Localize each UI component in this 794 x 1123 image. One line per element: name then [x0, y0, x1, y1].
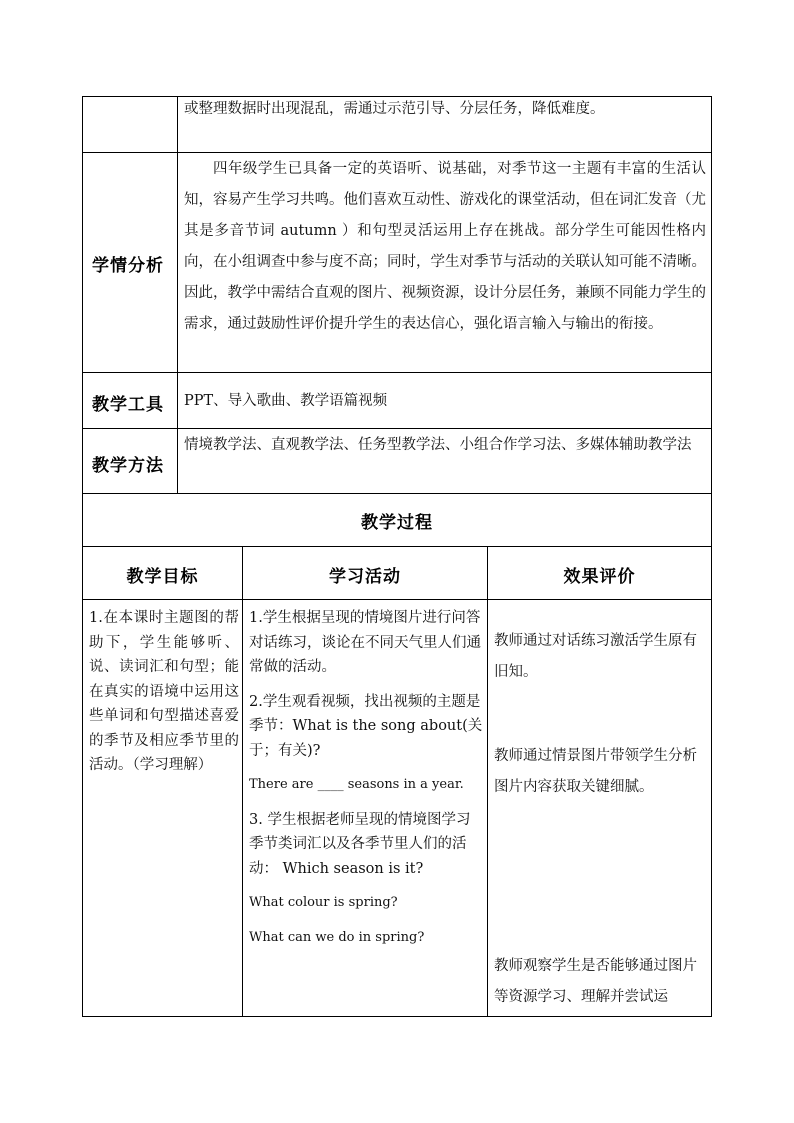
table-border — [177, 96, 178, 493]
header-activity: 学习活动 — [329, 567, 401, 587]
tools-text: PPT、导入歌曲、教学语篇视频 — [184, 393, 388, 409]
process-title: 教学过程 — [361, 513, 433, 533]
evaluation-2: 教师通过情景图片带领学生分析图片内容获取关键细腻。 — [494, 748, 697, 795]
activity-1: 1.学生根据呈现的情境图片进行问答对话练习，谈论在不同天气里人们通常做的活动。 — [249, 610, 481, 675]
activity-2-blank: There are ____ seasons in a year. — [249, 777, 464, 792]
learning-analysis-text — [184, 154, 706, 340]
learning-analysis-paragraph: 四年级学生已具备一定的英语听、说基础，对季节这一主题有丰富的生活认知，容易产生学习共鸣。他们喜欢互动性、游戏化的课堂活动，但在词汇发音（尤其是多音节词 autumn ）和句型灵活运用上存在挑战。部分学生可能因性格内向，在小组调查中参与度不高；同时，学生对季节与活动的关联认知可能不清晰。因此，教学中需结合直观的图片、视频资源，设计分层任务，兼顾不同能力学生的需求，通过鼓励性评价提升学生的表达信心，强化语言输入与输出的衔接。 — [184, 161, 706, 332]
table-border — [82, 599, 712, 600]
tools-label: 教学工具 — [92, 395, 164, 415]
evaluation-1: 教师通过对话练习激活学生原有旧知。 — [494, 633, 697, 680]
table-border — [82, 1016, 712, 1017]
table-border — [711, 96, 712, 1017]
table-border — [487, 546, 488, 1017]
activity-3-question-2: What can we do in spring? — [249, 929, 425, 945]
activity-column — [249, 606, 483, 950]
evaluation-3: 教师观察学生是否能够通过图片等资源学习、理解并尝试运 — [494, 958, 697, 1005]
methods-label: 教学方法 — [92, 456, 164, 476]
top-row-text: 或整理数据时出现混乱，需通过示范引导、分层任务，降低难度。 — [184, 101, 605, 117]
table-border — [82, 546, 712, 547]
header-evaluation: 效果评价 — [563, 567, 636, 587]
header-goal: 教学目标 — [126, 567, 199, 587]
activity-3-question-1: What colour is spring? — [249, 895, 398, 910]
table-border — [82, 96, 83, 1017]
learning-analysis-label: 学情分析 — [92, 256, 164, 276]
table-border — [82, 493, 712, 494]
activity-2: 2.学生观看视频，找出视频的主题是季节：What is the song about(关于；有关)? — [249, 693, 483, 759]
table-border — [242, 546, 243, 1017]
activity-3: 3. 学生根据老师呈现的情境图学习季节类词汇以及各季节里人们的活动： Which season is it? — [249, 811, 471, 877]
methods-text: 情境教学法、直观教学法、任务型教学法、小组合作学习法、多媒体辅助教学法 — [184, 437, 692, 453]
goal-text: 1.在本课时主题图的帮助下，学生能够听、说、读词汇和句型；能在真实的语境中运用这些单词和句型描述喜爱的季节及相应季节里的活动。（学习理解） — [89, 610, 239, 773]
